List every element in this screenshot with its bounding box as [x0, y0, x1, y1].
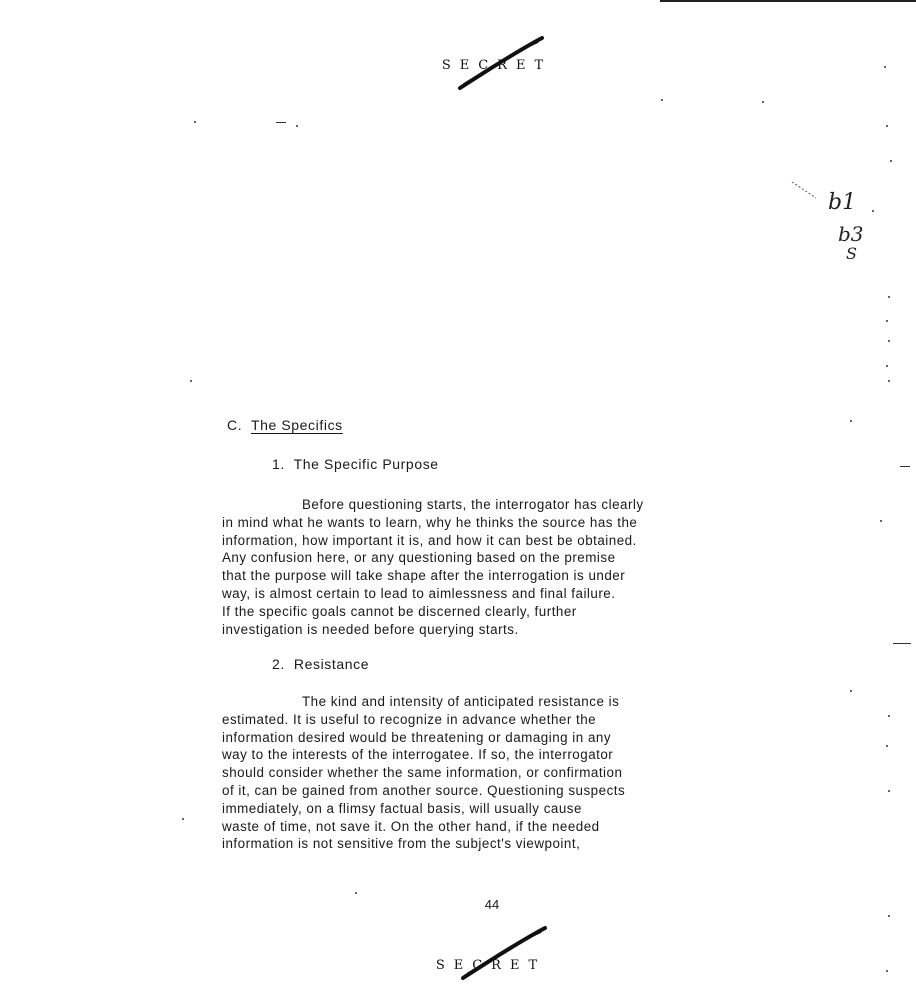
scan-speck: [888, 296, 890, 298]
scan-speck: [886, 125, 888, 127]
marginalia-b1: b1: [828, 190, 857, 215]
section-title: The Specifics: [250, 417, 343, 433]
strike-mark-top: [452, 34, 552, 94]
scan-speck: [850, 690, 852, 692]
top-edge-rule: [660, 0, 916, 2]
text-line: way, is almost certain to lead to aimlessness and final failure.: [222, 585, 616, 601]
scan-speck: [884, 66, 886, 68]
text-line: Before questioning starts, the interrogator has clearly: [302, 497, 644, 512]
classification-footer: SECRET: [435, 958, 547, 973]
scan-speck: [886, 745, 888, 747]
scan-speck: [355, 892, 357, 894]
subsection-title: The Specific Purpose: [293, 456, 439, 472]
subsection-title: Resistance: [293, 656, 370, 672]
text-line: should consider whether the same information, or confirmation: [222, 765, 623, 781]
marginalia-s: S: [846, 244, 857, 263]
scan-speck: [888, 715, 890, 717]
scan-speck: [880, 520, 882, 522]
scan-speck: [900, 466, 910, 467]
text-line: investigation is needed before querying starts.: [222, 621, 519, 637]
scan-speck: [888, 915, 890, 917]
scan-speck: [890, 160, 892, 162]
scan-speck: [276, 122, 286, 123]
text-line: estimated. It is useful to recognize in advance whether the: [222, 711, 597, 727]
text-line: in mind what he wants to learn, why he thinks the source has the: [222, 514, 638, 530]
scan-speck: [296, 125, 298, 127]
scan-speck: [888, 790, 890, 792]
scan-speck: [893, 643, 911, 644]
scan-speck: [190, 380, 192, 382]
scan-speck: [194, 121, 196, 123]
strike-mark-bottom: [455, 924, 555, 984]
text-line: of it, can be gained from another source. Questioning suspects: [222, 782, 626, 798]
classification-header: SECRET: [441, 58, 553, 73]
scan-speck: [886, 365, 888, 367]
handwritten-tick: [790, 178, 830, 208]
scan-speck: [182, 818, 184, 820]
text-line: immediately, on a flimsy factual basis, will usually cause: [222, 800, 582, 816]
text-line: waste of time, not save it. On the other hand, if the needed: [222, 818, 600, 834]
text-line: Any confusion here, or any questioning based on the premise: [222, 550, 616, 566]
scan-speck: [661, 99, 663, 101]
section-letter: C.: [227, 417, 243, 433]
paragraph-purpose: [222, 496, 782, 638]
page-number: 44: [484, 897, 500, 912]
marginalia-b3: b3: [838, 222, 864, 246]
subsection-heading-resistance: [272, 656, 369, 672]
subsection-number: 1.: [272, 456, 285, 472]
text-line: information desired would be threatening or damaging in any: [222, 729, 612, 745]
scan-speck: [850, 420, 852, 422]
scan-speck: [872, 210, 874, 212]
paragraph-resistance: [222, 693, 782, 853]
scan-speck: [886, 320, 888, 322]
scan-speck: [886, 970, 888, 972]
text-line: information is not sensitive from the subject's viewpoint,: [222, 836, 581, 852]
scan-speck: [888, 340, 890, 342]
scan-speck: [762, 101, 764, 103]
text-line: information, how important it is, and how it can best be obtained.: [222, 532, 637, 548]
subsection-heading-purpose: [272, 456, 439, 472]
text-line: If the specific goals cannot be discerned clearly, further: [222, 603, 577, 619]
text-line: that the purpose will take shape after the interrogation is under: [222, 568, 626, 584]
text-line: way to the interests of the interrogatee. If so, the interrogator: [222, 747, 614, 763]
subsection-number: 2.: [272, 656, 285, 672]
text-line: The kind and intensity of anticipated resistance is: [302, 694, 620, 709]
section-heading: [227, 417, 343, 433]
scan-speck: [888, 380, 890, 382]
